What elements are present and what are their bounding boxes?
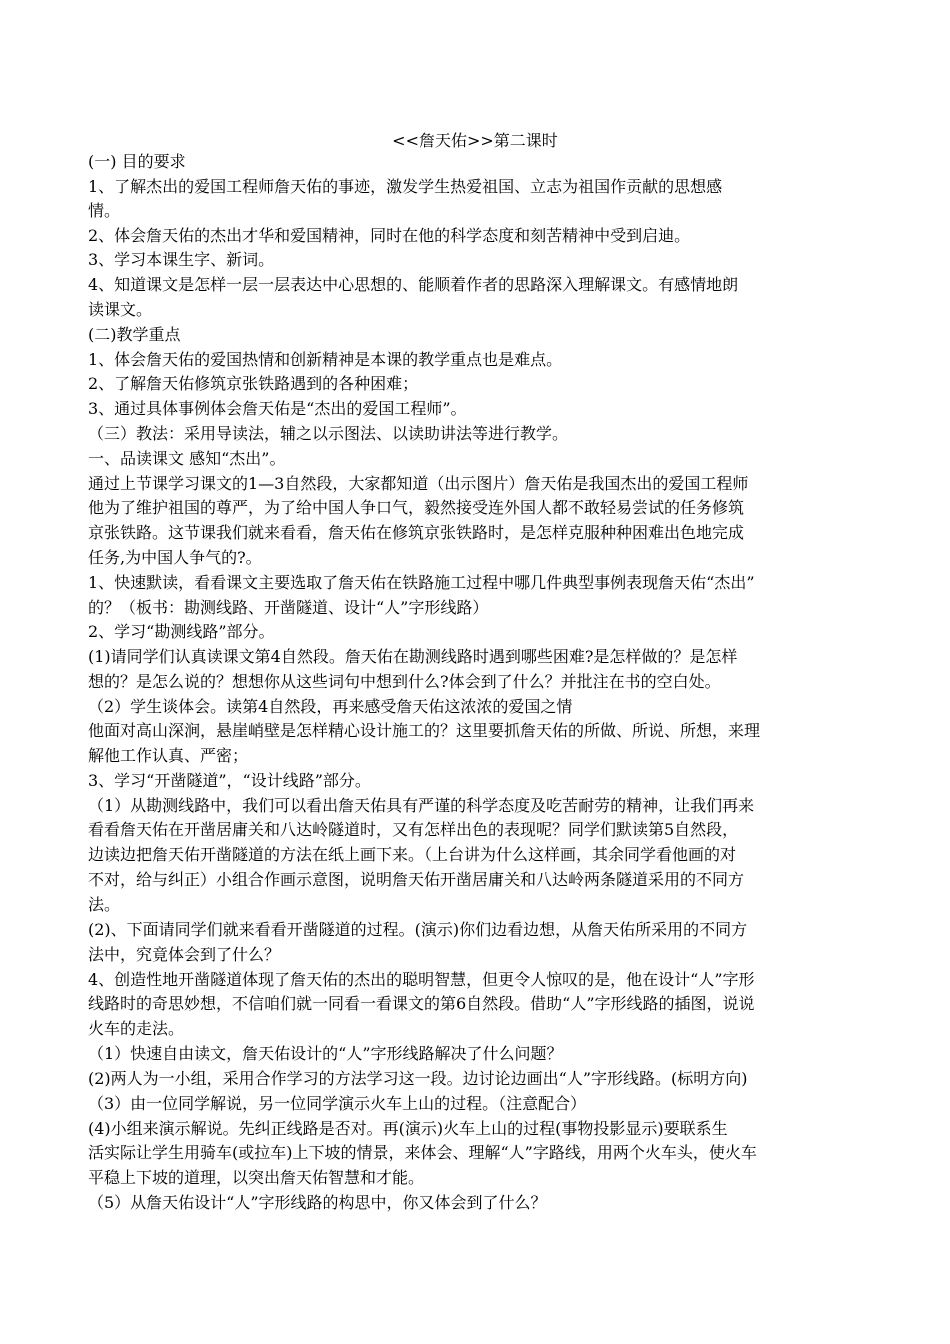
document-title: <<詹天佑>>第二课时: [392, 131, 558, 150]
text-line: 读课文。: [88, 300, 153, 319]
text-line: 线路时的奇思妙想，不信咱们就一同看一看课文的第6自然段。借助“人”字形线路的插图，说说: [88, 994, 755, 1013]
text-line: 法。: [88, 895, 121, 914]
text-line: 火车的走法。: [88, 1019, 185, 1038]
text-line: 边读边把詹天佑开凿隧道的方法在纸上画下来。（上台讲为什么这样画，其余同学看他画的对: [88, 845, 737, 864]
text-line: 3、学习本课生字、新词。: [88, 250, 275, 269]
text-line: (1)请同学们认真读课文第4自然段。詹天佑在勘测线路时遇到哪些困难?是怎样做的？是怎样: [88, 647, 738, 666]
text-line: 2、体会詹天佑的杰出才华和爱国精神，同时在他的科学态度和刻苦精神中受到启迪。: [88, 226, 691, 245]
text-line: 想的？是怎么说的？想想你从这些词句中想到什么?体会到了什么？并批注在书的空白处。: [88, 672, 721, 691]
text-line: （3）由一位同学解说，另一位同学演示火车上山的过程。（注意配合）: [88, 1094, 587, 1113]
text-line: (2)、下面请同学们就来看看开凿隧道的过程。(演示)你们边看边想，从詹天佑所采用的不同方: [88, 920, 748, 939]
text-line: (4)小组来演示解说。先纠正线路是否对。再(演示)火车上山的过程(事物投影显示)要联系生: [88, 1119, 728, 1138]
text-line: 法中，究竟体会到了什么？: [88, 945, 281, 964]
text-line: 2、了解詹天佑修筑京张铁路遇到的各种困难；: [88, 374, 419, 393]
text-line: 通过上节课学习课文的1—3自然段，大家都知道（出示图片）詹天佑是我国杰出的爱国工程师: [88, 474, 749, 493]
text-line: （三）教法：采用导读法，辅之以示图法、以读助讲法等进行教学。: [88, 424, 569, 443]
text-line: 平稳上下坡的道理，以突出詹天佑智慧和才能。: [88, 1168, 425, 1187]
text-line: （1）从勘测线路中，我们可以看出詹天佑具有严谨的科学态度及吃苦耐劳的精神，让我们再来: [88, 796, 755, 815]
text-line: 他为了维护祖国的尊严，为了给中国人争口气，毅然接受连外国人都不敢轻易尝试的任务修筑: [88, 498, 745, 517]
text-line: 3、学习“开凿隧道”，“设计线路”部分。: [88, 771, 371, 790]
text-line: 一、品读课文 感知“杰出”。: [88, 449, 286, 468]
text-line: 情。: [88, 201, 121, 220]
text-line: (一) 目的要求: [88, 152, 186, 171]
text-line: 4、知道课文是怎样一层一层表达中心思想的、能顺着作者的思路深入理解课文。有感情地朗: [88, 275, 739, 294]
text-line: 4、创造性地开凿隧道体现了詹天佑的杰出的聪明智慧，但更令人惊叹的是，他在设计“人”字形: [88, 970, 755, 989]
text-line: （5）从詹天佑设计“人”字形线路的构思中，你又体会到了什么？: [88, 1193, 547, 1212]
text-line: 3、通过具体事例体会詹天佑是“杰出的爱国工程师”。: [88, 399, 467, 418]
text-line: 看看詹天佑在开凿居庸关和八达岭隧道时，又有怎样出色的表现呢？同学们默读第5自然段，: [88, 820, 739, 839]
text-line: 京张铁路。这节课我们就来看看，詹天佑在修筑京张铁路时，是怎样克服种种困难出色地完成: [88, 523, 745, 542]
text-line: （2）学生谈体会。读第4自然段，再来感受詹天佑这浓浓的爱国之情: [88, 697, 573, 716]
text-line: 不对，给与纠正）小组合作画示意图，说明詹天佑开凿居庸关和八达岭两条隧道采用的不同方: [88, 870, 745, 889]
text-line: 任务,为中国人争气的?。: [88, 548, 262, 567]
text-line: (2)两人为一小组，采用合作学习的方法学习这一段。边讨论边画出“人”字形线路。(标明方向): [88, 1069, 748, 1088]
text-line: 1、体会詹天佑的爱国热情和创新精神是本课的教学重点也是难点。: [88, 350, 563, 369]
text-line: 活实际让学生用骑车(或拉车)上下坡的情景，来体会、理解“人”字路线，用两个火车头，使火车: [88, 1143, 757, 1162]
text-line: 的？（板书：勘测线路、开凿隧道、设计“人”字形线路）: [88, 598, 489, 617]
text-line: 他面对高山深涧，悬崖峭壁是怎样精心设计施工的？这里要抓詹天佑的所做、所说、所想，来理: [88, 721, 761, 740]
text-line: （1）快速自由读文，詹天佑设计的“人”字形线路解决了什么问题？: [88, 1044, 563, 1063]
text-line: 2、学习“勘测线路”部分。: [88, 622, 275, 641]
text-line: 解他工作认真、严密；: [88, 746, 249, 765]
text-line: (二)教学重点: [88, 325, 181, 344]
text-line: 1、了解杰出的爱国工程师詹天佑的事迹，激发学生热爱祖国、立志为祖国作贡献的思想感: [88, 177, 723, 196]
text-line: 1、快速默读，看看课文主要选取了詹天佑在铁路施工过程中哪几件典型事例表现詹天佑“杰出”: [88, 573, 755, 592]
